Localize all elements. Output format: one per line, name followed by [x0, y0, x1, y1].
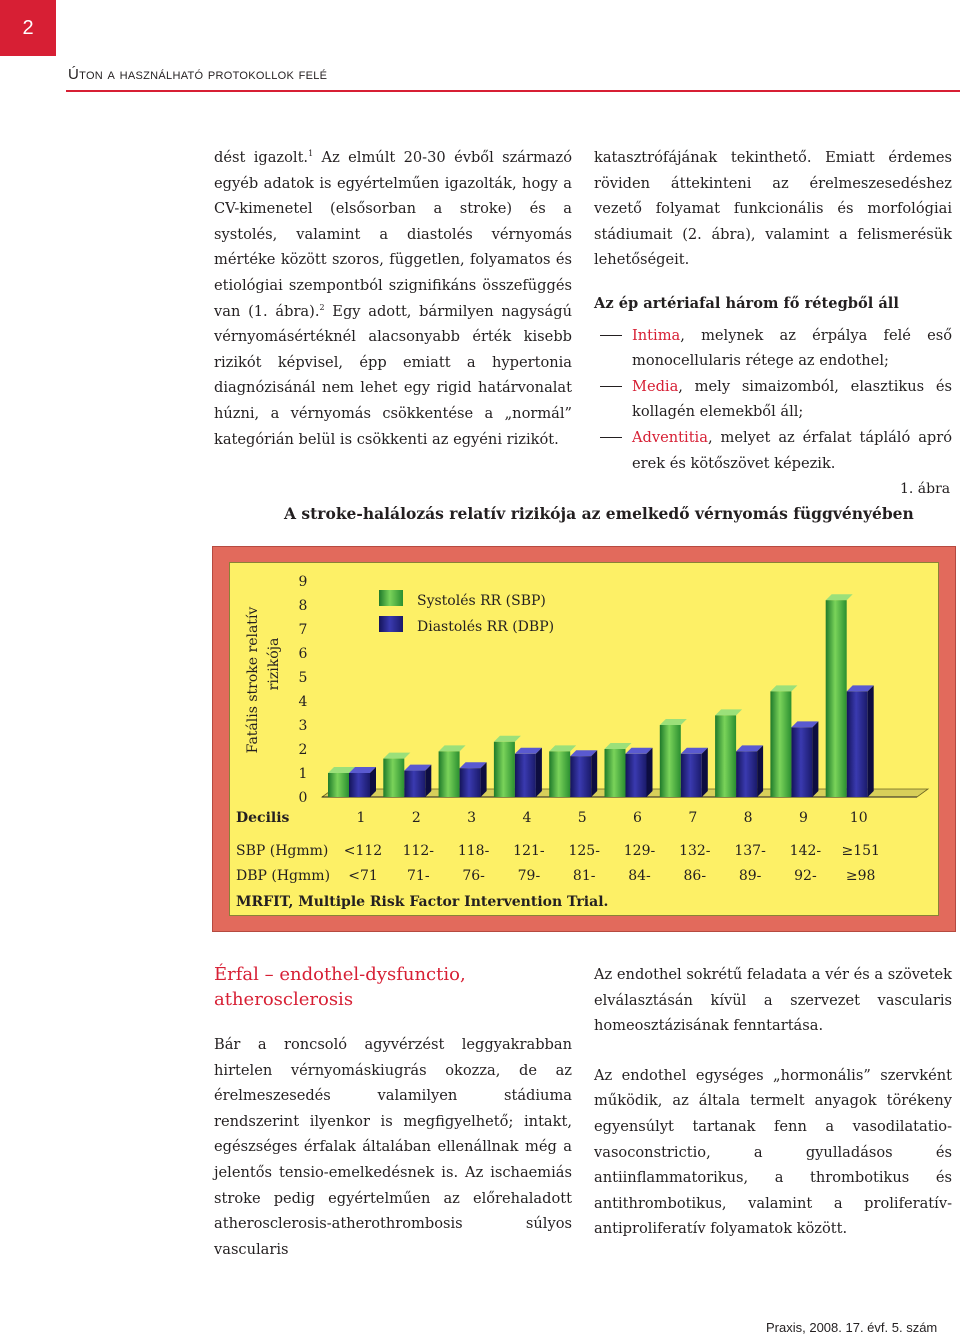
- section-title-line: Érfal – endothel-dysfunctio,: [214, 964, 466, 985]
- x-tick-label: 6: [633, 810, 642, 826]
- dbp-range-label: 79-: [517, 868, 541, 884]
- dbp-bar-side: [868, 685, 874, 797]
- sbp-bar-top: [605, 743, 632, 749]
- x-tick-label: 9: [798, 810, 808, 826]
- endothel-paragraph-2: Az endothel egységes „hormonális” szervként működik, az általa termelt anyagok törékeny egyensúlyt tartanak fenn a vasodilatatio-vasoconstrictio, a gyulladásos és antiinflammatorikus, a thrombotikus és antithrombotikus, valamint a proliferatív-antiproliferatív folyamatok között.: [594, 1066, 952, 1238]
- sbp-bar: [328, 773, 349, 797]
- sbp-row-label: SBP (Hgmm): [236, 843, 329, 859]
- sbp-bar: [715, 715, 736, 797]
- y-axis-label: Fatális stroke relatív: [245, 606, 261, 754]
- dbp-bar: [736, 751, 757, 797]
- dbp-bar: [570, 756, 591, 797]
- section-title-line: atherosclerosis: [214, 989, 354, 1010]
- dbp-range-label: 76-: [462, 868, 485, 884]
- y-tick-label: 5: [298, 670, 308, 686]
- dbp-range-label: 84-: [628, 868, 651, 884]
- y-tick-label: 8: [298, 598, 308, 614]
- y-tick-label: 4: [298, 694, 308, 710]
- dbp-bar-side: [702, 748, 708, 797]
- sbp-range-label: 132-: [679, 843, 711, 859]
- dbp-range-label: ≥98: [845, 868, 876, 884]
- legend-label-dbp: Diastolés RR (DBP): [417, 619, 555, 635]
- dbp-range-label: 89-: [738, 868, 762, 884]
- top-right-paragraph: katasztrófájának tekinthető. Emiatt érdemes röviden áttekinteni az érelmeszesedéshez vezető folyamat funkcionális és morfológiai stádiumait (2. ábra), valamint a felismerésük lehetőségeit.: [594, 149, 952, 269]
- x-tick-label: 4: [522, 810, 532, 826]
- y-tick-label: 2: [298, 742, 308, 758]
- y-tick-label: 3: [298, 718, 308, 734]
- bottom-right-column: [594, 962, 952, 1242]
- y-axis-label: rizikója: [266, 637, 282, 691]
- sbp-bar: [494, 742, 515, 797]
- legend-label-sbp: Systolés RR (SBP): [417, 593, 546, 609]
- sbp-range-label: <112: [343, 843, 383, 859]
- endothel-paragraph-1: Az endothel sokrétű feladata a vér és a szövetek elválasztásán kívül a szervezet vascularis homeosztázisának fenntartása.: [594, 966, 952, 1035]
- chart-source: MRFIT, Multiple Risk Factor Intervention Trial.: [236, 894, 609, 910]
- x-tick-label: 1: [356, 810, 366, 826]
- y-tick-label: 7: [298, 622, 308, 638]
- dbp-bar: [515, 754, 536, 797]
- dbp-bar: [349, 773, 370, 797]
- text-run: Egy adott, bármilyen nagyságú vérnyomásértéknél alacsonyabb érték kisebb rizikót képvisel, épp emiatt a hypertonia diagnózisánál nem lehet egy rigid határvonalat húzni, a vérnyomás csökkentése a „normál” kategórián belül is csökkenti az egyéni rizikót.: [214, 302, 572, 448]
- dbp-bar-side: [757, 745, 763, 797]
- page-number: 2: [0, 0, 56, 56]
- list-text: , melyet az érfalat tápláló apró erek és kötőszövet képezik.: [632, 428, 952, 472]
- sbp-bar-top: [494, 736, 521, 742]
- y-tick-label: 1: [298, 766, 308, 782]
- dbp-bar-side: [812, 721, 818, 797]
- list-term: Media: [632, 377, 679, 395]
- dbp-range-label: 86-: [683, 868, 707, 884]
- x-axis-label: Decilis: [236, 810, 290, 826]
- list-term: Adventitia: [632, 428, 708, 446]
- list-text: , melynek az érpálya felé eső monocellularis rétege az endothel;: [632, 326, 952, 370]
- sbp-bar: [549, 751, 570, 797]
- dbp-range-label: 71-: [407, 868, 430, 884]
- x-tick-label: 8: [743, 810, 753, 826]
- list-text: , mely simaizomból, elasztikus és kollagén elemekből áll;: [632, 377, 952, 421]
- dbp-bar: [681, 754, 702, 797]
- sbp-bar: [383, 759, 404, 797]
- text-run: dést igazolt.: [214, 149, 309, 166]
- sbp-range-label: 112-: [402, 843, 435, 859]
- y-tick-label: 9: [298, 574, 308, 590]
- journal-footer: Praxis, 2008. 17. évf. 5. szám: [766, 1320, 938, 1335]
- section-title: [214, 962, 572, 1012]
- running-head: Úton a használható protokollok felé: [68, 66, 328, 83]
- dbp-bar: [626, 754, 647, 797]
- dbp-bar-side: [647, 748, 653, 797]
- sbp-bar: [826, 600, 847, 797]
- dbp-bar-side: [591, 750, 597, 797]
- sbp-range-label: 121-: [513, 843, 545, 859]
- figure-label: 1. ábra: [900, 481, 951, 497]
- dbp-row-label: DBP (Hgmm): [236, 868, 331, 884]
- sbp-bar: [770, 691, 791, 797]
- footnote-ref-1: 1: [308, 149, 314, 158]
- figure-title-text: A stroke-halálozás relatív rizikója az emelkedő vérnyomás függvényében: [284, 504, 914, 523]
- sbp-bar-top: [383, 753, 410, 759]
- x-tick-label: 2: [411, 810, 421, 826]
- sbp-bar-top: [660, 719, 687, 725]
- sbp-bar: [605, 749, 626, 797]
- dbp-range-label: <71: [348, 868, 378, 884]
- sbp-bar-top: [715, 709, 742, 715]
- dbp-bar: [847, 691, 868, 797]
- footnote-ref-2: 2: [319, 302, 325, 312]
- legend-swatch-sbp: [379, 590, 403, 606]
- sbp-range-label: ≥151: [841, 843, 880, 859]
- sbp-bar-top: [826, 594, 853, 600]
- sbp-range-label: 137-: [734, 843, 766, 859]
- y-tick-label: 6: [298, 646, 308, 662]
- legend-swatch-dbp: [379, 616, 403, 632]
- x-tick-label: 5: [577, 810, 587, 826]
- x-tick-label: 3: [467, 810, 477, 826]
- sbp-range-label: 118-: [457, 843, 490, 859]
- dbp-bar: [791, 727, 812, 797]
- text-run: Az elmúlt 20-30 évből származó egyéb adatok is egyértelműen igazolták, hogy a CV-kimenetel (elsősorban a stroke) és a systolés, valamint a diastolés vérnyomás mértéke között szoros, független, folyamatos és etiológiai szempontból szignifikáns összefüggés van (1. ábra).: [214, 149, 572, 320]
- dbp-range-label: 81-: [572, 868, 596, 884]
- sbp-bar-top: [439, 745, 466, 751]
- sbp-bar: [439, 751, 460, 797]
- y-tick-label: 0: [298, 790, 308, 806]
- sbp-range-label: 142-: [789, 843, 822, 859]
- x-tick-label: 7: [688, 810, 698, 826]
- section-body: Bár a roncsoló agyvérzést leggyakrabban hirtelen vérnyomáskiugrás okozza, de az érelmeszesedés valamilyen stádiuma rendszerint ilyenkor is megfigyelhető; intakt, egészséges érfalak általában ellenállnak még a jelentős tensio-emelkedésnek is. Az ischaemiás stroke pedig egyértelműen az előrehaladott atherosclerosis-atherothrombosis súlyos vascularis: [214, 1036, 572, 1258]
- dbp-range-label: 92-: [794, 868, 817, 884]
- list-term: Intima: [632, 326, 681, 344]
- sbp-bar: [660, 725, 681, 797]
- sbp-bar-top: [549, 745, 576, 751]
- dbp-bar-side: [536, 748, 542, 797]
- layers-subheading: Az ép artériafal három fő rétegből áll: [594, 294, 899, 312]
- sbp-range-label: 125-: [568, 843, 600, 859]
- dbp-bar: [404, 771, 425, 797]
- dbp-bar-side: [481, 762, 487, 797]
- sbp-range-label: 129-: [623, 843, 656, 859]
- x-tick-label: 10: [849, 810, 868, 826]
- dbp-bar: [460, 768, 481, 797]
- sbp-bar-top: [770, 685, 797, 691]
- bottom-left-column: [214, 962, 572, 1262]
